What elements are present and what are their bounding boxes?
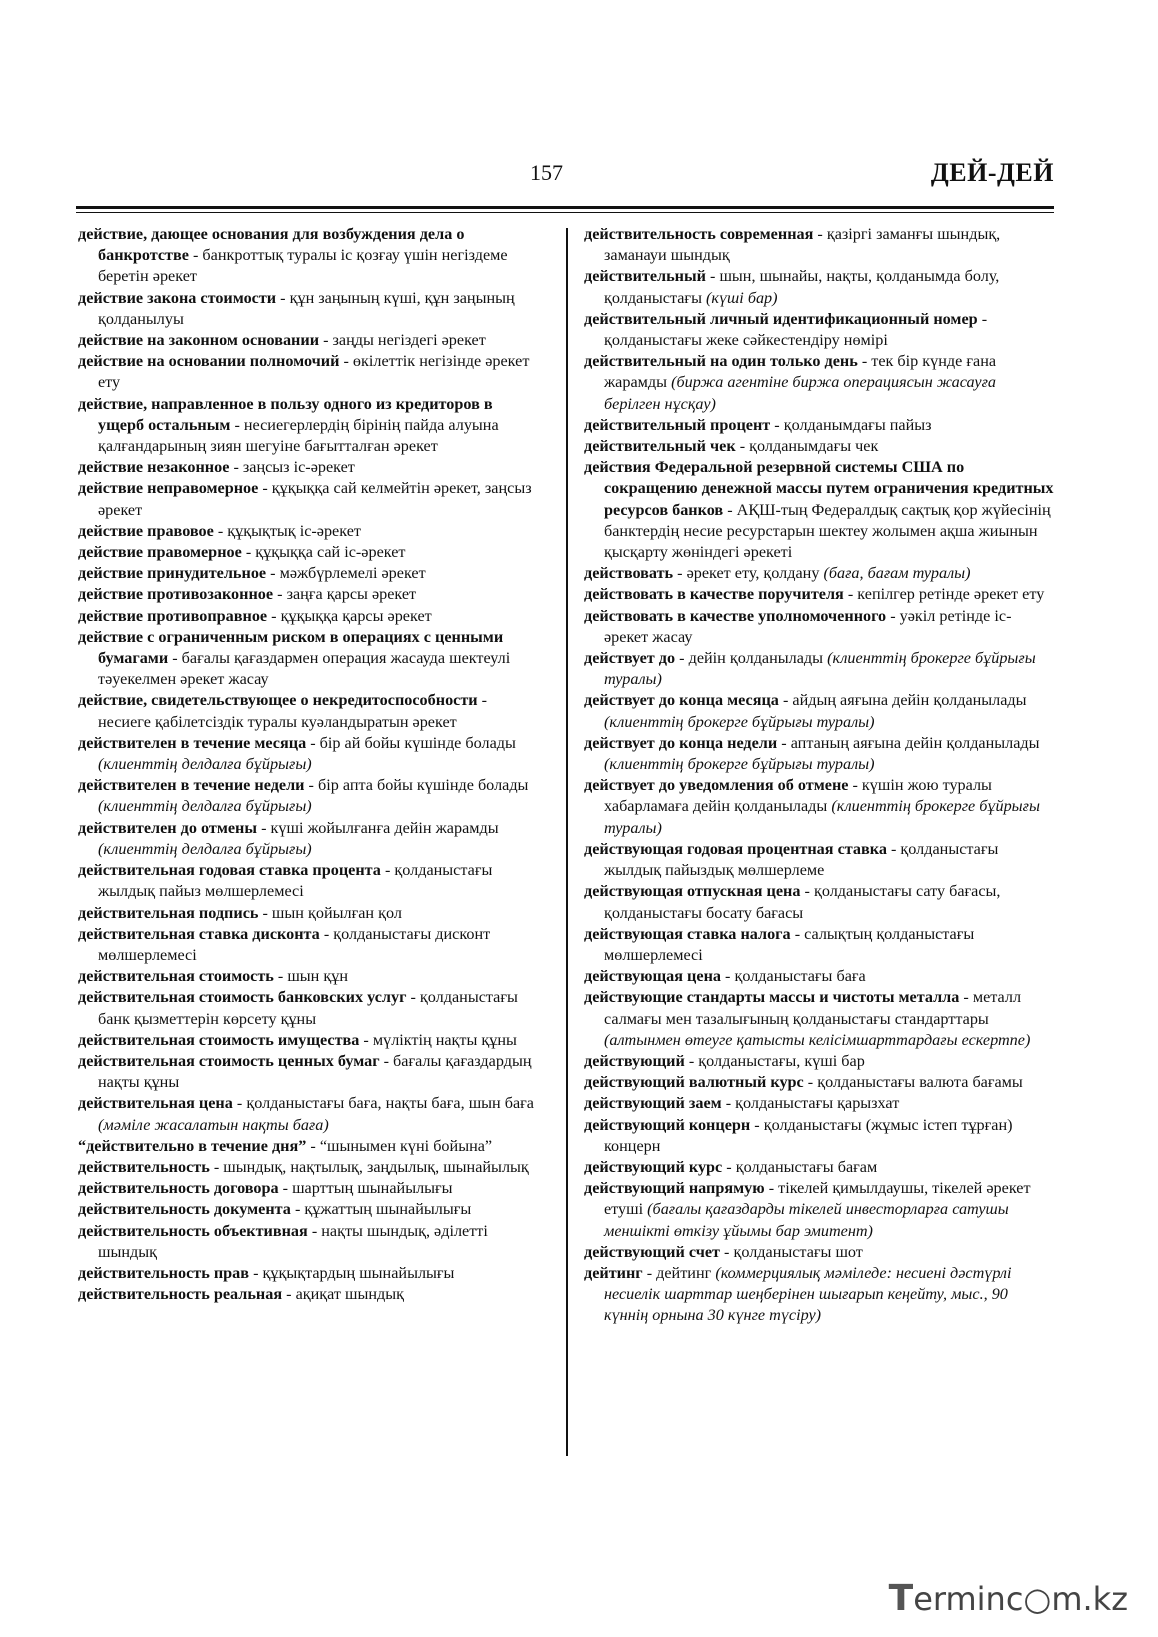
entry-note: (алтынмен өтеуге қатысты келісімшарттардағы ескертпе)	[604, 1030, 1031, 1049]
entry-definition: - уәкіл ретінде іс-әрекет жасау	[604, 606, 1012, 646]
entry-definition: - күші жойылғанға дейін жарамды	[257, 818, 499, 837]
entry-definition: - несиегерлердің бірінің пайда алуына қалғандарының зиян шегуіне бағытталған әрекет	[98, 415, 499, 456]
entry-definition: - несиеге қабілетсіздік туралы куәландыратын әрекет	[98, 691, 488, 731]
entry-term: действие, направленное в пользу одного из кредиторов в ущерб остальным	[78, 394, 493, 434]
dictionary-entry	[78, 690, 540, 732]
dictionary-entry	[584, 1242, 1054, 1263]
entry-term: действительная годовая ставка процента	[78, 861, 381, 880]
entry-term: действует до	[584, 649, 676, 668]
entry-definition: - құқыққа қарсы әрекет	[267, 606, 432, 625]
entry-term: действовать в качестве поручителя	[584, 585, 844, 604]
dictionary-entry	[584, 563, 1054, 584]
entry-term: действительность документа	[78, 1200, 291, 1219]
entry-term: действительная цена	[78, 1094, 233, 1113]
dictionary-entry	[584, 881, 1054, 923]
entry-definition: - қолданыстағы дисконт мөлшерлемесі	[98, 924, 491, 964]
entry-note: (клиенттің брокерге бұйрығы туралы)	[604, 712, 875, 731]
entry-definition: - қолданыстағы бағам	[722, 1157, 878, 1176]
entry-note: (мәміле жасалатын нақты баға)	[98, 1115, 329, 1134]
entry-definition: - қазіргі заманғы шындық, заманауи шындық	[604, 225, 1001, 265]
entry-term: действующий	[584, 1051, 685, 1070]
entry-definition: - заңды негіздегі әрекет	[319, 331, 486, 350]
entry-term: действует до конца месяца	[584, 691, 779, 710]
dictionary-entry	[78, 351, 540, 393]
dictionary-entry	[78, 775, 540, 817]
dictionary-entry	[78, 1051, 540, 1093]
dictionary-entry	[584, 415, 1054, 436]
entry-term: действителен в течение недели	[78, 776, 305, 795]
entry-term: действия Федеральной резервной системы США по сокращению денежной массы путем ограничения кредитных ресурсов банков	[584, 458, 1054, 519]
entry-term: действительная стоимость ценных бумаг	[78, 1051, 380, 1070]
entry-term: действующая годовая процентная ставка	[584, 839, 887, 858]
entry-term: действие на основании полномочий	[78, 352, 340, 371]
dictionary-entry	[78, 394, 540, 458]
entry-term: действительный	[584, 267, 706, 286]
entry-definition: - қолданыстағы шот	[719, 1242, 863, 1261]
entry-term: действующие стандарты массы и чистоты металла	[584, 988, 960, 1007]
dictionary-entry	[78, 818, 540, 860]
dictionary-entry	[584, 966, 1054, 987]
dictionary-entry	[78, 478, 540, 520]
left-column	[78, 224, 540, 1305]
dictionary-entry	[78, 542, 540, 563]
dictionary-entry	[584, 1178, 1054, 1242]
entry-definition: - шарттың шынайылығы	[278, 1179, 453, 1198]
entry-term: действующий счет	[584, 1242, 720, 1261]
dictionary-entry	[584, 266, 1054, 308]
dictionary-entry	[78, 1030, 540, 1051]
entry-term: действительность прав	[78, 1263, 250, 1282]
entry-note: (күші бар)	[706, 288, 778, 307]
dictionary-entry	[78, 860, 540, 902]
entry-definition: - кепілгер ретінде әрекет ету	[843, 585, 1045, 604]
entry-definition: - құн заңының күші, құн заңының қолданылуы	[98, 288, 515, 328]
dictionary-entry	[584, 457, 1054, 563]
dictionary-entry	[78, 1093, 540, 1135]
entry-term: действительность объективная	[78, 1221, 308, 1240]
entry-term: действует до конца недели	[584, 733, 778, 752]
entry-term: действительный на один только день	[584, 352, 858, 371]
dictionary-entry	[78, 987, 540, 1029]
dictionary-entry	[584, 1157, 1054, 1178]
entry-term: действие, свидетельствующее о некредитоспособности	[78, 691, 478, 710]
entry-definition: - аптаның аяғына дейін қолданылады	[777, 733, 1040, 752]
entry-definition: - шын қойылған қол	[258, 903, 402, 922]
entry-definition: - құжаттың шынайылығы	[290, 1200, 472, 1219]
entry-term: действующий заем	[584, 1094, 722, 1113]
right-column	[584, 224, 1054, 1327]
entry-definition: - бағалы қағаздардың нақты құны	[98, 1051, 532, 1092]
entry-definition: - тікелей қимылдаушы, тікелей әрекет етуші	[604, 1179, 1031, 1219]
dictionary-entry	[584, 1263, 1054, 1327]
dictionary-entry	[584, 839, 1054, 881]
dictionary-entry	[78, 1221, 540, 1263]
entry-term: действующая цена	[584, 967, 721, 986]
entry-term: действовать в качестве уполномоченного	[584, 606, 887, 625]
entry-definition: - күшін жою туралы хабарламаға дейін қолданылады	[604, 776, 992, 816]
entry-term: действительная стоимость банковских услуг	[78, 988, 407, 1007]
entry-note: (баға, бағам туралы)	[823, 564, 971, 583]
entry-definition: - құқыққа сай іс-әрекет	[241, 543, 406, 562]
entry-term: действие, дающее основания для возбуждения дела о банкротстве	[78, 225, 465, 265]
entry-term: действующий напрямую	[584, 1179, 765, 1198]
page-header-title: ДЕЙ-ДЕЙ	[930, 158, 1054, 187]
entry-term: действует до уведомления об отмене	[584, 776, 849, 795]
dictionary-entry	[78, 1284, 540, 1305]
logo-c-glyph: c	[1005, 1580, 1024, 1618]
header-rule-thick	[76, 206, 1054, 209]
entry-definition: - салықтың қолданыстағы мөлшерлемесі	[604, 924, 975, 964]
dictionary-entry	[78, 903, 540, 924]
entry-definition: - қолданыстағы сату бағасы, қолданыстағы босату бағасы	[604, 882, 1001, 922]
dictionary-entry	[78, 584, 540, 605]
entry-definition: - мүліктің нақты құны	[359, 1030, 517, 1049]
logo-text-after: m.kz	[1051, 1580, 1128, 1618]
entry-term: действие правовое	[78, 521, 214, 540]
entry-definition: - бір апта бойы күшінде болады	[304, 776, 529, 795]
dictionary-entry	[584, 775, 1054, 839]
entry-definition: - заңсыз іс-әрекет	[229, 458, 355, 477]
entry-term: действие правомерное	[78, 543, 242, 562]
entry-note: (коммерциялық мәміледе: несиені дәстүрлі несиелік шарттар шеңберінен шығарып кеңейту, мыс., 90 күннің орнына 30 күнге түсіру)	[604, 1263, 1012, 1325]
dictionary-entry	[584, 648, 1054, 690]
termincom-logo	[889, 1578, 1128, 1619]
entry-definition: - қолданымдағы пайыз	[770, 415, 932, 434]
entry-definition: - банкроттық туралы іс қозғау үшін негіздеме беретін әрекет	[98, 246, 508, 286]
entry-term: действие незаконное	[78, 458, 230, 477]
entry-definition: - қолданыстағы жылдық пайыз мөлшерлемесі	[98, 861, 493, 901]
entry-definition: - қолданыстағы жеке сәйкестендіру нөмірі	[604, 309, 988, 350]
entry-definition: - қолданыстағы баға	[721, 967, 866, 986]
entry-term: действительная стоимость имущества	[78, 1030, 360, 1049]
entry-definition: - дейін қолданылады	[675, 649, 828, 668]
dictionary-entry	[584, 1051, 1054, 1072]
entry-term: действие закона стоимости	[78, 288, 277, 307]
entry-term: действовать	[584, 564, 674, 583]
entry-term: дейтинг	[584, 1263, 643, 1282]
entry-term: действие противозаконное	[78, 585, 274, 604]
entry-term: действительность современная	[584, 225, 814, 243]
entry-definition: - нақты шындық, әділетті шындық	[98, 1221, 488, 1261]
dictionary-entry	[584, 606, 1054, 648]
entry-note: (клиенттің делдалға бұйрығы)	[98, 839, 312, 858]
logo-o-circle-icon: ○	[1023, 1580, 1052, 1618]
dictionary-entry	[584, 924, 1054, 966]
logo-text-before: ermin	[913, 1580, 1006, 1618]
entry-term: действующая отпускная цена	[584, 882, 801, 901]
entry-term: действительность реальная	[78, 1285, 283, 1304]
entry-definition: - мәжбүрлемелі әрекет	[266, 564, 426, 583]
dictionary-entry	[78, 1178, 540, 1199]
entry-term: действительность	[78, 1157, 210, 1176]
entry-term: действие принудительное	[78, 564, 267, 583]
entry-term: действие с ограниченным риском в операциях с ценными бумагами	[78, 627, 504, 668]
entry-definition: - айдың аяғына дейін қолданылады	[778, 691, 1027, 710]
dictionary-entry	[78, 627, 540, 691]
entry-definition: - шындық, нақтылық, заңдылық, шынайылық	[209, 1157, 529, 1176]
entry-definition: - тек бір күнде ғана жарамды	[604, 352, 997, 392]
entry-definition: - қолданымдағы чек	[735, 437, 879, 456]
dictionary-entry	[584, 987, 1054, 1051]
entry-definition: - өкілеттік негізінде әрекет ету	[98, 352, 530, 392]
entry-definition: - АҚШ-тың Федералдық сақтық қор жүйесінің банктердің несие ресурстарын шектеу жолымен ақша жиынын қысқарту жөніндегі әрекеті	[604, 500, 1051, 562]
dictionary-entry	[78, 563, 540, 584]
entry-definition: - “шынымен күні бойына”	[306, 1136, 493, 1155]
dictionary-entry	[584, 309, 1054, 351]
dictionary-entry	[78, 1157, 540, 1178]
dictionary-entry	[78, 733, 540, 775]
entry-term: действие неправомерное	[78, 479, 259, 498]
entry-definition: - қолданыстағы баға, нақты баға, шын баға	[232, 1094, 534, 1113]
logo-t-mark: T	[888, 1578, 914, 1619]
entry-definition: - құқықтық іс-әрекет	[213, 521, 361, 540]
entry-definition: - құқыққа сай келмейтін әрекет, заңсыз әрекет	[98, 479, 532, 519]
entry-note: (клиенттің брокерге бұйрығы туралы)	[604, 797, 1040, 837]
entry-definition: - шын, шынайы, нақты, қолданымда болу, қолданыстағы	[604, 267, 1000, 307]
entry-term: действительная стоимость	[78, 967, 274, 986]
entry-term: действительный процент	[584, 415, 771, 434]
entry-definition: - қолданыстағы (жұмыс істеп тұрған) концерн	[604, 1115, 1013, 1155]
page-number: 157	[530, 160, 563, 185]
dictionary-entry	[78, 224, 540, 288]
entry-definition: - бағалы қағаздармен операция жасауда шектеулі тәуекелмен әрекет жасау	[98, 649, 511, 689]
entry-definition: - құқықтардың шынайылығы	[249, 1263, 455, 1282]
entry-term: действителен до отмены	[78, 818, 258, 837]
entry-definition: - ақиқат шындық	[282, 1285, 405, 1304]
dictionary-entry	[584, 733, 1054, 775]
dictionary-entry	[78, 1263, 540, 1284]
entry-term: действие на законном основании	[78, 331, 320, 350]
dictionary-entry	[78, 521, 540, 542]
entry-term: действительная ставка дисконта	[78, 924, 320, 943]
entry-term: действующий валютный курс	[584, 1073, 804, 1092]
entry-term: действителен в течение месяца	[78, 733, 307, 752]
entry-note: (клиенттің брокерге бұйрығы туралы)	[604, 755, 875, 774]
column-divider	[566, 228, 568, 1456]
entry-definition: - металл салмағы мен тазалығының қолданыстағы стандарттары	[604, 988, 1022, 1028]
entry-term: действующая ставка налога	[584, 924, 791, 943]
dictionary-entry	[584, 436, 1054, 457]
dictionary-entry	[584, 351, 1054, 415]
entry-definition: - әрекет ету, қолдану	[673, 564, 824, 583]
entry-term: действующий концерн	[584, 1115, 751, 1134]
entry-note: (бағалы қағаздарды тікелей инвесторларға сатушы меншікті өткізу ұйымы бар эмитент)	[604, 1200, 1009, 1240]
dictionary-entry	[584, 224, 1054, 266]
entry-term: действительная подпись	[78, 903, 259, 922]
entry-definition: - қолданыстағы, күші бар	[684, 1051, 865, 1070]
entry-definition: - қолданыстағы банк қызметтерін көрсету құны	[98, 988, 518, 1028]
entry-definition: - қолданыстағы қарызхат	[721, 1094, 900, 1113]
entry-definition: - бір ай бойы күшінде болады	[306, 733, 516, 752]
entry-term: действующий курс	[584, 1157, 723, 1176]
entry-definition: - заңға қарсы әрекет	[273, 585, 417, 604]
dictionary-entry	[584, 1115, 1054, 1157]
entry-definition: - шын құн	[273, 967, 349, 986]
dictionary-entry	[78, 457, 540, 478]
entry-note: (клиенттің брокерге бұйрығы туралы)	[604, 649, 1036, 689]
entry-term: действительность договора	[78, 1179, 279, 1198]
dictionary-entry	[78, 330, 540, 351]
entry-definition: - дейтинг	[642, 1263, 716, 1282]
dictionary-entry	[584, 1093, 1054, 1114]
entry-definition: - қолданыстағы жылдық пайыздық мөлшерлеме	[604, 839, 999, 880]
dictionary-entry	[78, 1136, 540, 1157]
dictionary-entry	[78, 924, 540, 966]
dictionary-entry	[584, 584, 1054, 605]
entry-term: действие противоправное	[78, 606, 268, 625]
dictionary-entry	[584, 690, 1054, 732]
header-rule-thin	[76, 212, 1054, 213]
entry-term: “действительно в течение дня”	[78, 1136, 307, 1155]
dictionary-entry	[78, 1199, 540, 1220]
entry-definition: - қолданыстағы валюта бағамы	[803, 1073, 1023, 1092]
dictionary-entry	[78, 288, 540, 330]
entry-note: (клиенттің делдалға бұйрығы)	[98, 755, 312, 774]
dictionary-entry	[78, 966, 540, 987]
dictionary-entry	[584, 1072, 1054, 1093]
entry-term: действительный чек	[584, 437, 736, 456]
entry-note: (биржа агентіне биржа операциясын жасауға берілген нұсқау)	[604, 373, 997, 413]
dictionary-entry	[78, 606, 540, 627]
entry-term: действительный личный идентификационный номер	[584, 309, 978, 328]
entry-note: (клиенттің делдалға бұйрығы)	[98, 797, 312, 816]
